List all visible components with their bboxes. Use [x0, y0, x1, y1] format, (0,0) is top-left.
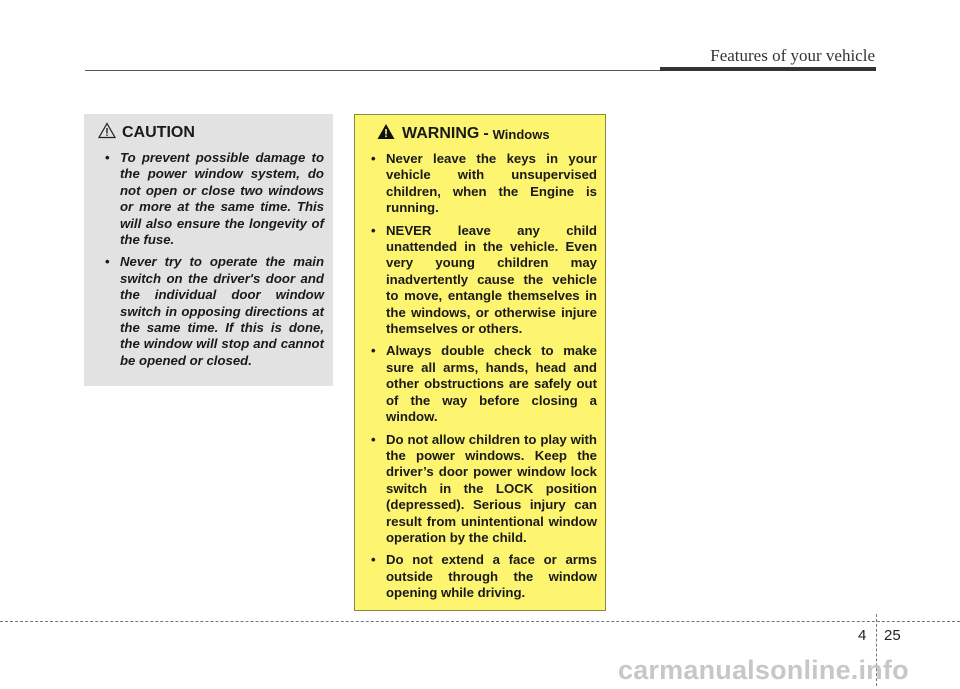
- header-accent-bar: [660, 67, 876, 71]
- footer-divider: [0, 621, 960, 622]
- warning-triangle-outline-icon: [98, 122, 116, 144]
- warning-item: • Do not extend a face or arms outside through the window opening while driving.: [369, 552, 597, 601]
- warning-header: [369, 123, 597, 145]
- caution-title: CAUTION: [122, 124, 195, 141]
- warning-item: • NEVER leave any child unattended in the vehicle. Even very young children may inadvertently cause the vehicle to move, entangle themselves in the windows, or otherwise injure themselves or others.: [369, 223, 597, 338]
- caution-item: • Never try to operate the main switch on the driver's door and the individual door window switch in opposing directions at the same time. If this is done, the window will stop and cannot be opened or closed.: [98, 254, 324, 369]
- warning-dash: -: [483, 125, 489, 142]
- warning-item: • Always double check to make sure all arms, hands, head and other obstructions are safely out of the way before closing a window.: [369, 343, 597, 425]
- warning-item: • Do not allow children to play with the power windows. Keep the driver’s door power window lock switch in the LOCK position (depressed). Serious injury can result from unintentional window operation by the child.: [369, 432, 597, 547]
- caution-item: • To prevent possible damage to the power window system, do not open or close two windows or more at the same time. This will also ensure the longevity of the fuse.: [98, 150, 324, 248]
- caution-header: [98, 122, 324, 144]
- warning-list: [369, 151, 597, 602]
- caution-box: [84, 114, 333, 386]
- warning-box: [354, 114, 606, 611]
- page-number: 25: [884, 627, 901, 644]
- watermark: carmanualsonline.info: [618, 655, 909, 685]
- section-number: 4: [858, 627, 867, 644]
- warning-title: WARNING: [402, 125, 480, 142]
- warning-subtitle: Windows: [492, 126, 550, 142]
- warning-item: • Never leave the keys in your vehicle with unsupervised children, when the Engine is running.: [369, 151, 597, 217]
- warning-triangle-filled-icon: [377, 123, 395, 145]
- header-title: Features of your vehicle: [710, 46, 875, 65]
- caution-list: [98, 150, 324, 369]
